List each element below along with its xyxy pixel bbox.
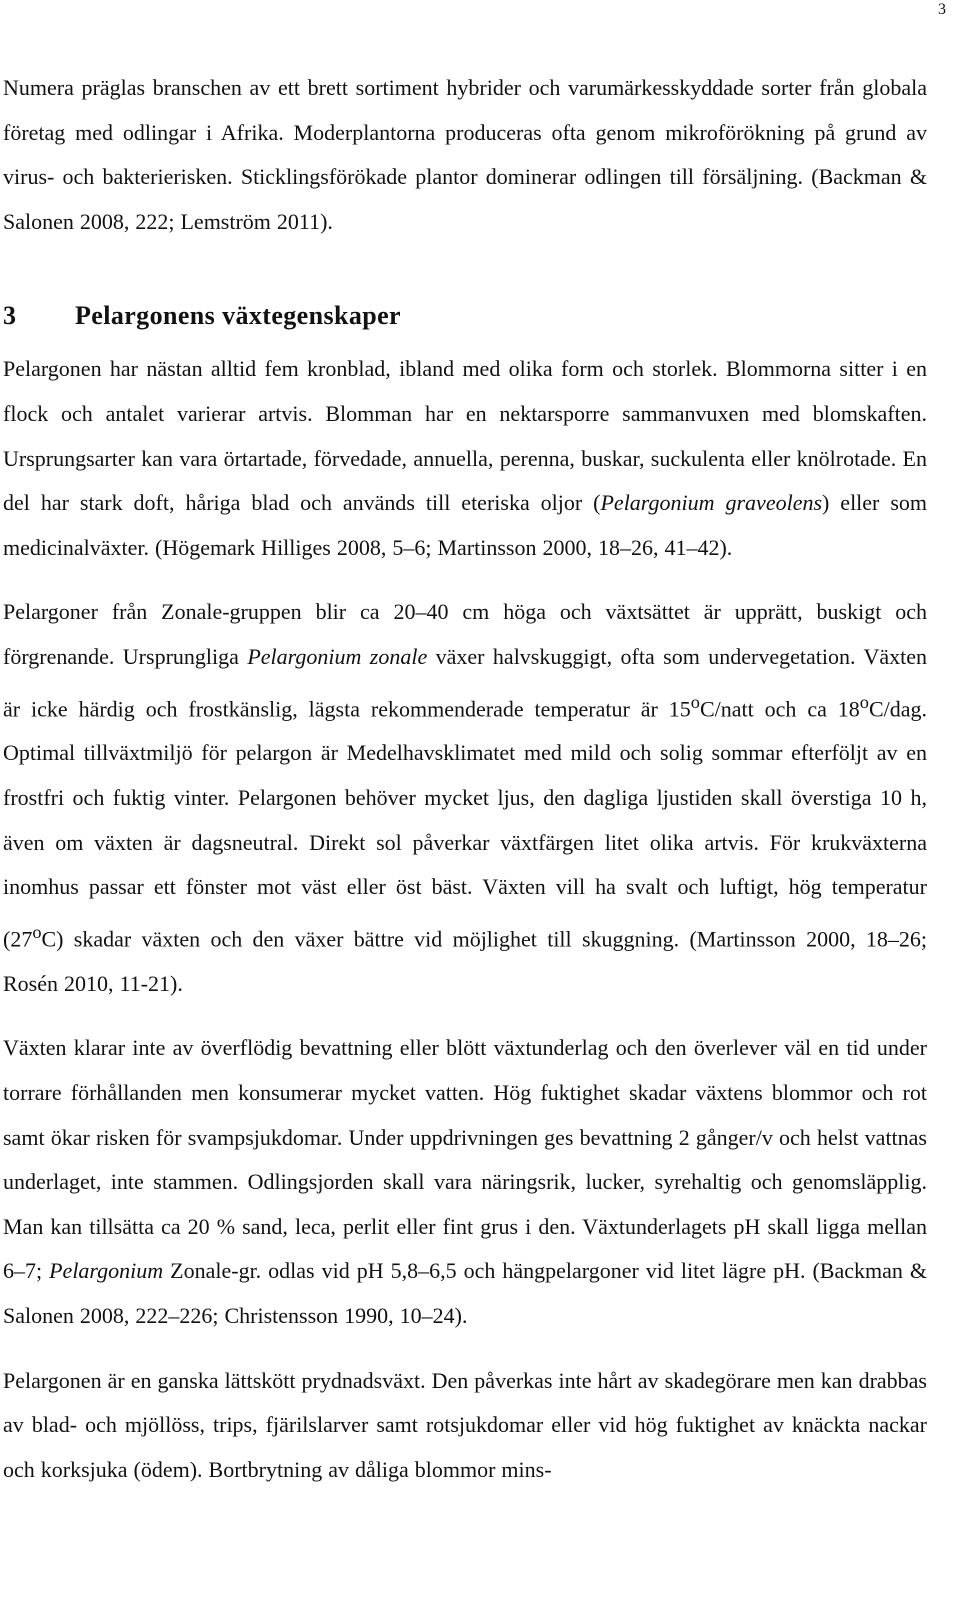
paragraph-watering [3, 1026, 927, 1338]
paragraph-growth-conditions [3, 590, 927, 1006]
degree-mark: o [32, 921, 42, 942]
paragraph-care: Pelargonen är en ganska lättskött prydnadsväxt. Den påverkas inte hårt av skadegörare men kan drabbas av blad- och mjöllöss, trips, fjärilslarver samt rotsjukdomar eller vid hög fuktighet av knäckta nackar och korksjuka (ödem). Bortbrytning av dåliga blommor mins- [3, 1367, 927, 1482]
page-number: 3 [938, 1, 946, 18]
species-name: Pelargonium zonale [247, 643, 428, 669]
text-run: Zonale-gr. odlas vid pH 5,8–6,5 och hängpelargoner vid litet lägre pH. (Backman & Salonen 2008, 222–226; Christensson 1990, 10–24). [3, 1258, 927, 1328]
degree-mark: o [859, 691, 869, 712]
species-name: Pelargonium graveolens [600, 490, 823, 516]
text-run: Pelargonen har nästan alltid fem kronblad, ibland med olika form och storlek. Blommorna sitter i en flock och antalet varierar artvis. Blomman har en nektarsporre sammanvuxen med blomskaften. Ursprungsarter kan vara örtartade, förvedade, annuella, perenna, buskar, suckulenta eller knölrotade. En del har stark doft, håriga blad och används till eteriska oljor ( [3, 356, 927, 516]
text-run: Växten klarar inte av överflödig bevattning eller blött växtunderlag och den överlever väl en tid under torrare förhållanden men konsumerar mycket vatten. Hög fuktighet skadar växtens blommor och rot samt ökar risken för svampsjukdomar. Under uppdrivningen ges bevattning 2 gånger/v och helst vattnas underlaget, inte stammen. Odlingsjorden skall vara näringsrik, lucker, syrehaltig och genomsläpplig. Man kan tillsätta ca 20 % sand, leca, perlit eller fint grus i den. Växtunderlagets pH skall ligga mellan 6–7; [3, 1035, 927, 1284]
text-run: Pelargoner från Zonale-gruppen blir ca 20–40 cm höga och växtsättet är upprätt, buskigt och förgrenande. Ursprungliga [3, 599, 927, 669]
species-name: Pelargonium [49, 1258, 164, 1284]
section-heading [3, 296, 927, 336]
text-run: ) eller som medicinalväxter. (Högemark Hilliges 2008, 5–6; Martinsson 2000, 18–26, 41–42). [3, 490, 927, 560]
text-run: växer halvskuggigt, ofta som undervegetation. Växten är icke härdig och frostkänslig, lägsta rekommenderade temperatur är 15 [3, 643, 928, 721]
section-number: 3 [3, 301, 17, 331]
text-run: C/dag. Optimal tillväxtmiljö för pelargon är Medelhavsklimatet med mild och solig sommar efterföljt av en frostfri och fuktig vinter. Pelargonen behöver mycket ljus, den dagliga ljustiden skall överstiga 10 h, även om växten är dagsneutral. Direkt sol påverkar växtfärgen litet olika artvis. För krukväxterna inomhus passar ett fönster mot väst eller öst bäst. Växten vill ha svalt och luftigt, hög temperatur (27 [3, 695, 928, 952]
paragraph-intro: Numera präglas branschen av ett brett sortiment hybrider och varumärkesskyddade sorter från globala företag med odlingar i Afrika. Moderplantorna produceras ofta genom mikroförökning på grund av virus- och bakterierisken. Sticklingsförökade plantor dominerar odlingen till försäljning. (Backman & Salonen 2008, 222; Lemström 2011). [3, 75, 927, 234]
paragraph-flower-description [3, 347, 927, 570]
text-run: C/natt och ca 18 [699, 695, 860, 721]
degree-mark: o [690, 691, 700, 712]
section-title: Pelargonens växtegenskaper [75, 301, 401, 331]
document-body [3, 66, 927, 1492]
text-run: C) skadar växten och den växer bättre vid möjlighet till skuggning. (Martinsson 2000, 18–26; Rosén 2010, 11-21). [3, 926, 927, 996]
